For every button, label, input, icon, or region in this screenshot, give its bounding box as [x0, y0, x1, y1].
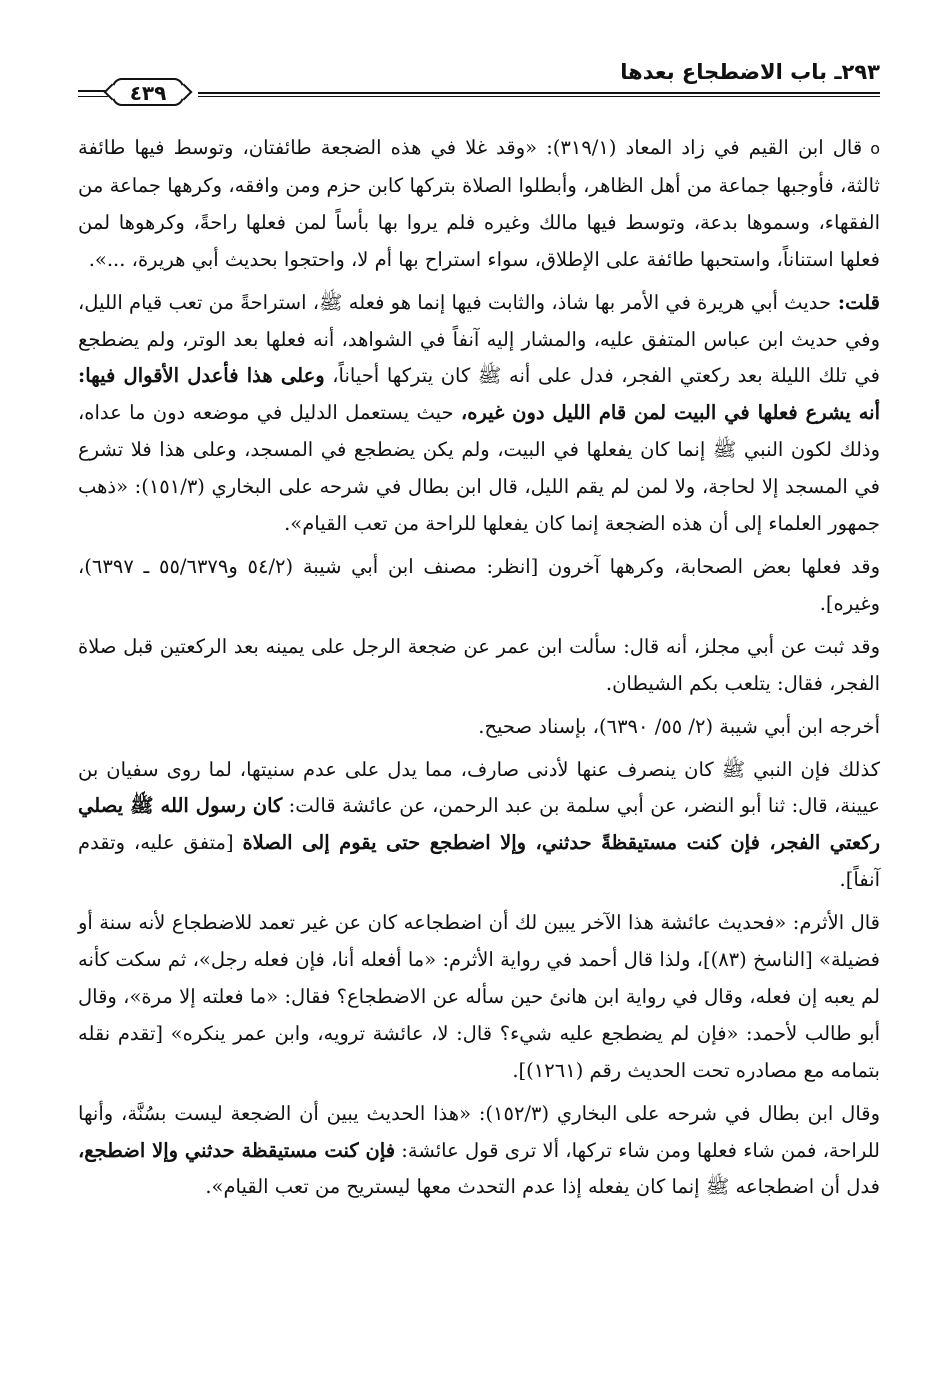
text-segment: [متفق عليه، وتقدم آنفاً].	[78, 831, 880, 892]
text-segment: كذلك فإن النبي ﷺ كان ينصرف عنها لأدنى صارف، مما يدل على عدم سنيتها، لما روى سفيان بن عيينة، قال: ثنا أبو النضر، عن أبي سلمة بن عبد الرحمن، عن عائشة قالت:	[78, 757, 880, 818]
page-number: ٤٣٩	[129, 81, 167, 105]
page-header	[78, 58, 880, 114]
chapter-title: ٢٩٣ـ باب الاضطجاع بعدها	[620, 60, 880, 84]
body-paragraph	[78, 629, 880, 703]
body-paragraph	[78, 905, 880, 1090]
page-number-badge	[78, 76, 198, 110]
bold-text-segment: فإن كنت مستيقظة حدثني وإلا اضطجع،	[78, 1138, 396, 1162]
body-paragraph	[78, 285, 880, 543]
body-paragraph	[78, 1096, 880, 1207]
bold-text-segment: كان رسول الله ﷺ يصلي ركعتي الفجر، فإن كنت مستيقظةً حدثني، وإلا اضطجع حتى يقوم إلى الصلاة	[78, 794, 880, 855]
text-segment: حديث أبي هريرة في الأمر بها شاذ، والثابت فيها إنما هو فعله ﷺ، استراحةً من تعب قيام الليل، وفي حديث ابن عباس المتفق عليه، والمشار إليه آنفاً في الشواهد، أنه فعلها بعد الوتر، ولم يضطجع في تلك الليلة بعد ركعتي الفجر، فدل على أنه ﷺ كان يتركها أحياناً،	[78, 290, 880, 388]
header-rule	[198, 92, 880, 97]
text-segment: فدل أن اضطجاعه ﷺ إنما كان يفعله إذا عدم التحدث معها ليستريح من تعب القيام».	[205, 1175, 880, 1199]
text-segment: قال ابن القيم في زاد المعاد (٣١٩/١): «وقد غلا في هذه الضجعة طائفتان، وتوسط فيها طائفة ثالثة، فأوجبها جماعة من أهل الظاهر، وأبطلوا الصلاة بتركها كابن حزم ومن وافقه، وكرهها جماعة من الفقهاء، وسموها بدعة، وتوسط فيها مالك وغيره فلم يروا بها بأساً لمن فعلها راحةً، وكرهوها لمن فعلها استناناً، واستحبها طائفة على الإطلاق، سواء استراح بها أم لا، واحتجوا بحديث أبي هريرة، ...».	[78, 136, 880, 271]
body-paragraph	[78, 709, 880, 746]
text-segment: أخرجه ابن أبي شيبة (٢/ ٥٥/ ٦٣٩٠)، بإسناد صحيح.	[478, 714, 880, 738]
paragraph-bullet: o	[870, 139, 880, 158]
page-body	[78, 130, 880, 1212]
text-segment: وقد فعلها بعض الصحابة، وكرهها آخرون [انظر: مصنف ابن أبي شيبة (٥٤/٢ و٥٥/٦٣٧٩ ـ ٦٣٩٧)، وغيره].	[78, 554, 880, 615]
text-segment: وقد ثبت عن أبي مجلز، أنه قال: سألت ابن عمر عن ضجعة الرجل على يمينه بعد الركعتين قبل صلاة الفجر، فقال: يتلعب بكم الشيطان.	[78, 634, 880, 695]
text-segment: حيث يستعمل الدليل في موضعه دون ما عداه، وذلك لكون النبي ﷺ إنما كان يفعلها في البيت، ولم يكن يضطجع في المسجد، وعلى هذا فلا تشرع في المسجد إلا لحاجة، ولا لمن لم يقم الليل، قال ابن بطال في شرحه على البخاري (١٥١/٣): «ذهب جمهور العلماء إلى أن هذه الضجعة إنما كان يفعلها للراحة من تعب القيام».	[78, 401, 880, 536]
bold-text-segment: قلت:	[831, 290, 880, 314]
page-number-frame	[112, 78, 184, 106]
body-paragraph	[78, 752, 880, 900]
bold-text-segment: وعلى هذا فأعدل الأقوال فيها: أنه يشرع فعلها في البيت لمن قام الليل دون غيره،	[78, 364, 881, 425]
text-segment: وقال ابن بطال في شرحه على البخاري (١٥٢/٣): «هذا الحديث يبين أن الضجعة ليست بسُنَّة، وأنها للراحة، فمن شاء فعلها ومن شاء تركها، ألا ترى قول عائشة:	[78, 1101, 880, 1162]
text-segment: قال الأثرم: «فحديث عائشة هذا الآخر يبين لك أن اضطجاعه كان عن غير تعمد للاضطجاع لأنه سنة أو فضيلة» [الناسخ (٨٣)]، ولذا قال أحمد في رواية الأثرم: «ما أفعله أنا، فإن فعله رجل»، ثم سكت كأنه لم يعبه إن فعله، وقال في رواية ابن هانئ حين سأله عن الاضطجاع؟ فقال: «ما فعلته إلا مرة»، وقال أبو طالب لأحمد: «فإن لم يضطجع عليه شيء؟ قال: لا، عائشة ترويه، وابن عمر ينكره» [تقدم نقله بتمامه مع مصادره تحت الحديث رقم (١٢٦١)].	[78, 911, 880, 1082]
body-paragraph	[78, 549, 880, 623]
body-paragraph	[78, 130, 880, 279]
